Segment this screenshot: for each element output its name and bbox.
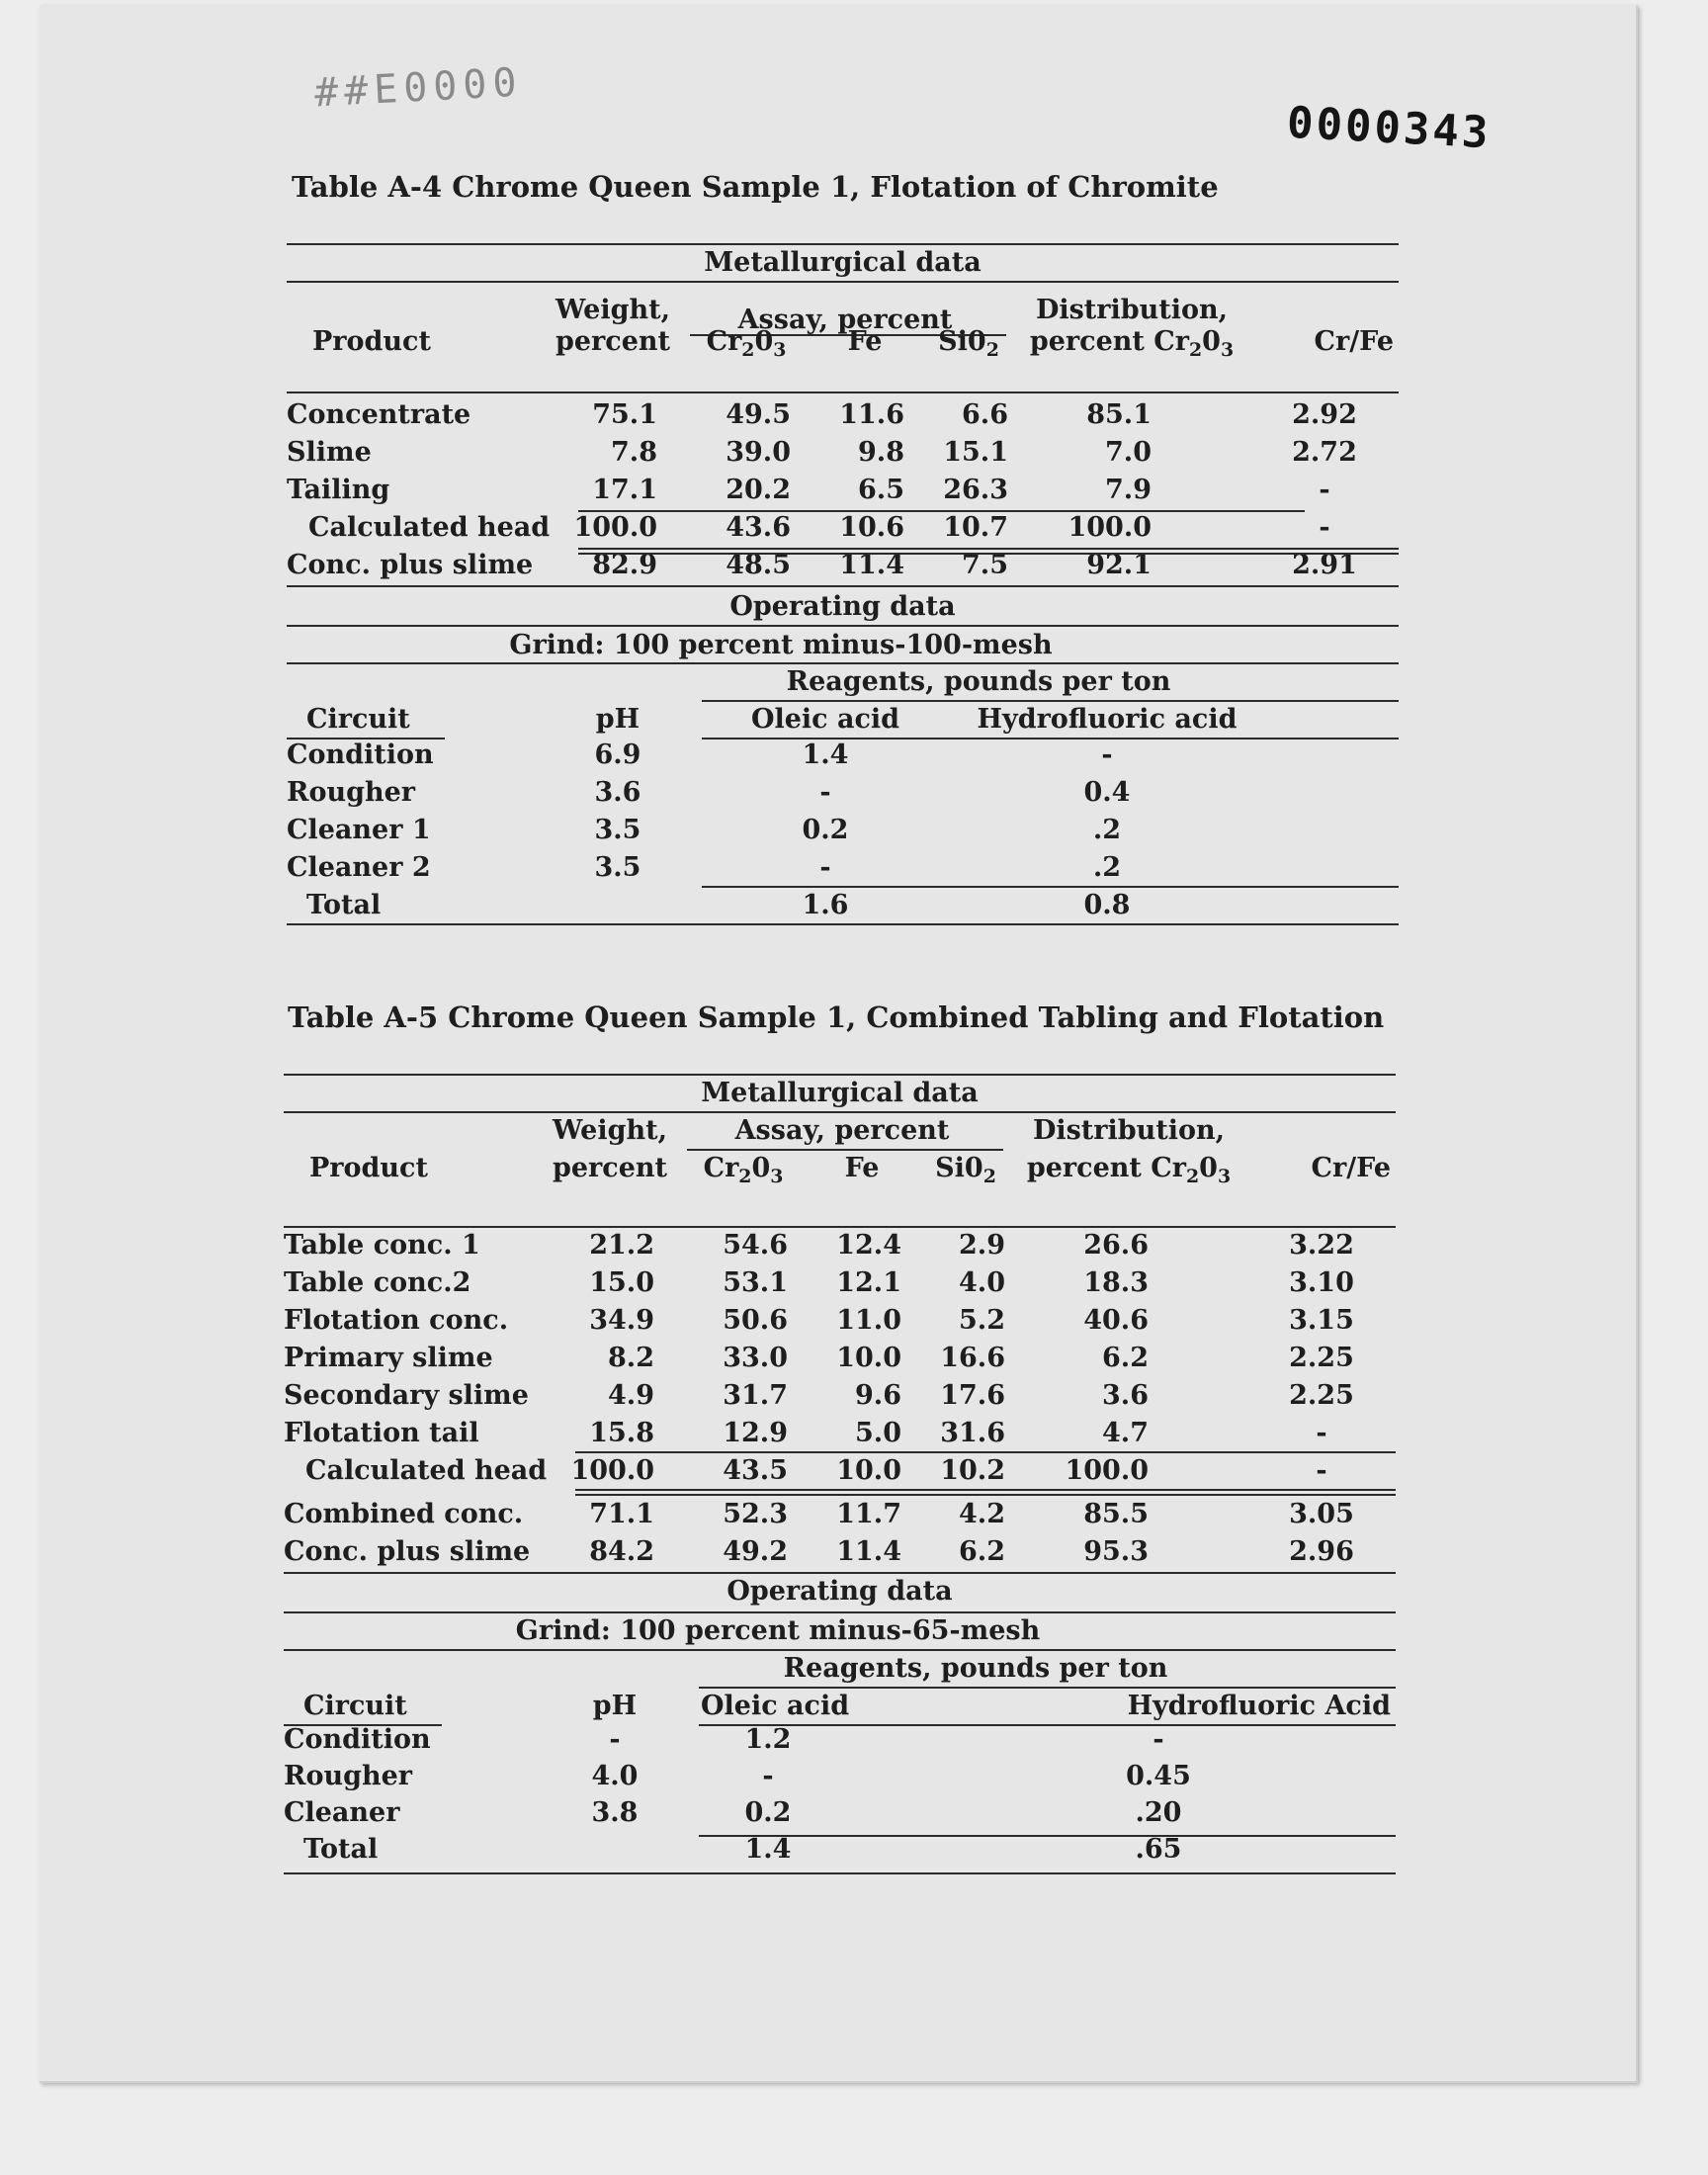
cell-dist: 100.0 [1068,512,1152,543]
cell-fe: 10.0 [836,1455,901,1486]
op-cell-hf: 0.45 [1126,1761,1191,1791]
header-dist-percent: percent $Cr_20_3$ [1029,326,1235,361]
cell-fe: 11.7 [836,1499,901,1529]
cell-weight: 34.9 [589,1305,654,1336]
op-cell-hf: 0.8 [1083,890,1131,920]
op-cell-hf: .65 [1135,1834,1182,1865]
cell-fe: 9.8 [858,437,904,468]
grind-label: Grind: 100 percent minus-100-mesh [509,630,1053,660]
cell-product: Tailing [287,475,390,505]
cell-sio2: 5.2 [959,1305,1005,1336]
cell-product: Calculated head [305,1455,548,1486]
cell-cr2o3: 43.6 [726,512,791,543]
cell-fe: 5.0 [855,1418,901,1448]
cell-product: Calculated head [308,512,551,543]
cell-product: Concentrate [287,399,471,430]
cell-crfe: 2.92 [1292,399,1357,430]
cell-product: Combined conc. [284,1499,524,1529]
header-crfe: Cr/Fe [1311,1153,1391,1183]
cell-cr2o3: 39.0 [726,437,791,468]
cell-cr2o3: 43.5 [723,1455,788,1486]
metallurgical-label: Metallurgical data [701,1078,979,1108]
op-cell-ph: 3.6 [594,777,641,808]
op-cell-ph: - [609,1724,621,1755]
op-cell-ph: 3.5 [594,815,641,845]
cell-sio2: 26.3 [943,475,1008,505]
op-cell-circuit: Rougher [284,1761,412,1791]
cell-crfe: 2.25 [1289,1343,1354,1373]
op-cell-oleic: 1.4 [744,1834,792,1865]
cell-dist: 92.1 [1086,550,1152,580]
cell-sio2: 31.6 [940,1418,1005,1448]
header-crfe: Cr/Fe [1314,326,1394,357]
header-weight: Weight, [553,1115,667,1146]
header-cr2o3: $Cr_20_3$ [703,1153,784,1187]
cell-dist: 95.3 [1083,1536,1149,1567]
cell-sio2: 4.2 [959,1499,1005,1529]
op-cell-circuit: Cleaner 2 [287,852,431,883]
table-a4 [287,168,1399,929]
cell-sio2: 15.1 [943,437,1008,468]
cell-crfe: 3.22 [1289,1230,1354,1261]
cell-crfe: - [1316,1418,1327,1448]
cell-dist: 7.9 [1105,475,1152,505]
cell-weight: 4.9 [608,1380,654,1411]
cell-crfe: - [1319,512,1330,543]
cell-product: Table conc.2 [284,1267,471,1298]
cell-crfe: 2.72 [1292,437,1357,468]
op-cell-hf: .2 [1092,815,1122,845]
header-cr2o3: $Cr_20_3$ [706,326,787,361]
op-cell-oleic: 1.4 [802,740,849,770]
op-cell-ph: 3.8 [591,1797,639,1828]
cell-dist: 40.6 [1083,1305,1149,1336]
cell-sio2: 6.2 [959,1536,1005,1567]
cell-cr2o3: 31.7 [723,1380,788,1411]
op-cell-circuit: Condition [284,1724,431,1755]
op-header-ph: pH [595,704,640,735]
cell-crfe: 3.10 [1289,1267,1354,1298]
cell-weight: 82.9 [592,550,657,580]
op-cell-circuit: Total [306,890,382,920]
cell-cr2o3: 54.6 [723,1230,788,1261]
op-cell-oleic: 0.2 [802,815,849,845]
cell-crfe: 2.25 [1289,1380,1354,1411]
header-fe: Fe [847,326,883,357]
cell-product: Flotation conc. [284,1305,509,1336]
op-header-circuit: Circuit [303,1691,407,1721]
cell-sio2: 6.6 [962,399,1008,430]
op-cell-hf: - [1153,1724,1164,1755]
header-dist-percent: percent $Cr_20_3$ [1026,1153,1232,1187]
header-assay: Assay, percent [737,304,953,335]
cell-product: Secondary slime [284,1380,529,1411]
cell-crfe: 3.05 [1289,1499,1354,1529]
header-sio2: $Si0_2$ [938,326,999,361]
cell-dist: 85.1 [1086,399,1152,430]
cell-crfe: 2.96 [1289,1536,1354,1567]
cell-cr2o3: 49.5 [726,399,791,430]
cell-fe: 12.1 [836,1267,901,1298]
cell-dist: 18.3 [1083,1267,1149,1298]
header-distribution: Distribution, [1032,1115,1226,1146]
cell-dist: 26.6 [1083,1230,1149,1261]
cell-weight: 15.8 [589,1418,654,1448]
cell-cr2o3: 50.6 [723,1305,788,1336]
cell-sio2: 7.5 [962,550,1008,580]
cell-dist: 100.0 [1065,1455,1149,1486]
cell-weight: 100.0 [573,512,657,543]
cell-weight: 17.1 [592,475,657,505]
cell-fe: 11.4 [839,550,904,580]
cell-cr2o3: 53.1 [723,1267,788,1298]
cell-weight: 71.1 [589,1499,654,1529]
cell-crfe: - [1316,1455,1327,1486]
cell-product: Flotation tail [284,1418,479,1448]
cell-dist: 7.0 [1105,437,1152,468]
op-cell-hf: .20 [1135,1797,1182,1828]
cell-sio2: 17.6 [940,1380,1005,1411]
cell-fe: 10.0 [836,1343,901,1373]
op-cell-oleic: 1.2 [744,1724,792,1755]
reagents-label: Reagents, pounds per ton [783,1653,1168,1684]
op-cell-ph: 6.9 [594,740,641,770]
op-cell-oleic: 0.2 [744,1797,792,1828]
cell-fe: 11.6 [839,399,904,430]
op-cell-oleic: - [819,777,831,808]
page-number-stamp: 0000343 [1285,97,1493,159]
cell-weight: 75.1 [592,399,657,430]
cell-sio2: 10.7 [943,512,1008,543]
cell-dist: 85.5 [1083,1499,1149,1529]
header-assay: Assay, percent [734,1115,950,1146]
cell-fe: 9.6 [855,1380,901,1411]
cell-dist: 4.7 [1102,1418,1149,1448]
header-weight-percent: percent [552,1153,667,1183]
cell-product: Table conc. 1 [284,1230,480,1261]
cell-product: Slime [287,437,372,468]
header-sio2: $Si0_2$ [935,1153,996,1187]
header-product: Product [312,326,431,357]
op-header-hf: Hydrofluoric Acid [1127,1691,1391,1721]
cell-dist: 3.6 [1102,1380,1149,1411]
op-cell-circuit: Rougher [287,777,415,808]
cell-weight: 21.2 [589,1230,654,1261]
cell-crfe: 3.15 [1289,1305,1354,1336]
cell-weight: 100.0 [570,1455,654,1486]
cell-cr2o3: 12.9 [723,1418,788,1448]
cell-sio2: 2.9 [959,1230,1005,1261]
cell-product: Primary slime [284,1343,493,1373]
op-cell-hf: - [1101,740,1113,770]
op-header-oleic: Oleic acid [750,704,900,735]
cell-dist: 6.2 [1102,1343,1149,1373]
op-cell-circuit: Cleaner [284,1797,400,1828]
cell-sio2: 4.0 [959,1267,1005,1298]
op-header-oleic: Oleic acid [701,1691,850,1721]
cell-weight: 15.0 [589,1267,654,1298]
cell-crfe: - [1319,475,1330,505]
op-cell-hf: .2 [1092,852,1122,883]
cell-fe: 6.5 [858,475,904,505]
grind-label: Grind: 100 percent minus-65-mesh [515,1615,1041,1646]
table-title: Table A-5 Chrome Queen Sample 1, Combined Tabling and Flotation [288,1000,1385,1034]
cell-cr2o3: 33.0 [723,1343,788,1373]
table-title: Table A-4 Chrome Queen Sample 1, Flotation of Chromite [292,170,1219,204]
cell-product: Conc. plus slime [287,550,534,580]
reagents-label: Reagents, pounds per ton [786,666,1171,697]
metallurgical-label: Metallurgical data [704,247,982,278]
header-product: Product [309,1153,428,1183]
op-cell-oleic: 1.6 [802,890,849,920]
op-cell-ph: 3.5 [594,852,641,883]
op-cell-ph: 4.0 [591,1761,639,1791]
cell-cr2o3: 49.2 [723,1536,788,1567]
cell-weight: 8.2 [608,1343,654,1373]
cell-crfe: 2.91 [1292,550,1357,580]
cell-fe: 11.4 [836,1536,901,1567]
header-fe: Fe [844,1153,880,1183]
op-cell-circuit: Total [303,1834,379,1865]
cell-fe: 12.4 [836,1230,901,1261]
cell-sio2: 10.2 [940,1455,1005,1486]
cell-sio2: 16.6 [940,1343,1005,1373]
header-distribution: Distribution, [1035,295,1229,325]
op-cell-oleic: - [819,852,831,883]
operating-label: Operating data [726,1576,953,1607]
header-weight: Weight, [555,295,670,325]
op-cell-circuit: Condition [287,740,434,770]
cell-cr2o3: 48.5 [726,550,791,580]
op-cell-circuit: Cleaner 1 [287,815,431,845]
op-header-circuit: Circuit [306,704,410,735]
cell-cr2o3: 52.3 [723,1499,788,1529]
op-cell-hf: 0.4 [1083,777,1131,808]
cell-weight: 84.2 [589,1536,654,1567]
cell-cr2o3: 20.2 [726,475,791,505]
operating-label: Operating data [729,591,956,622]
cell-fe: 10.6 [839,512,904,543]
op-header-hf: Hydrofluoric acid [977,704,1238,735]
cell-weight: 7.8 [611,437,657,468]
cell-product: Conc. plus slime [284,1536,531,1567]
stamp-top-left: ##E0000 [312,59,524,117]
cell-fe: 11.0 [836,1305,901,1336]
header-weight-percent: percent [555,326,670,357]
op-cell-oleic: - [762,1761,774,1791]
table-a5 [284,999,1396,1878]
op-header-ph: pH [592,1691,638,1721]
